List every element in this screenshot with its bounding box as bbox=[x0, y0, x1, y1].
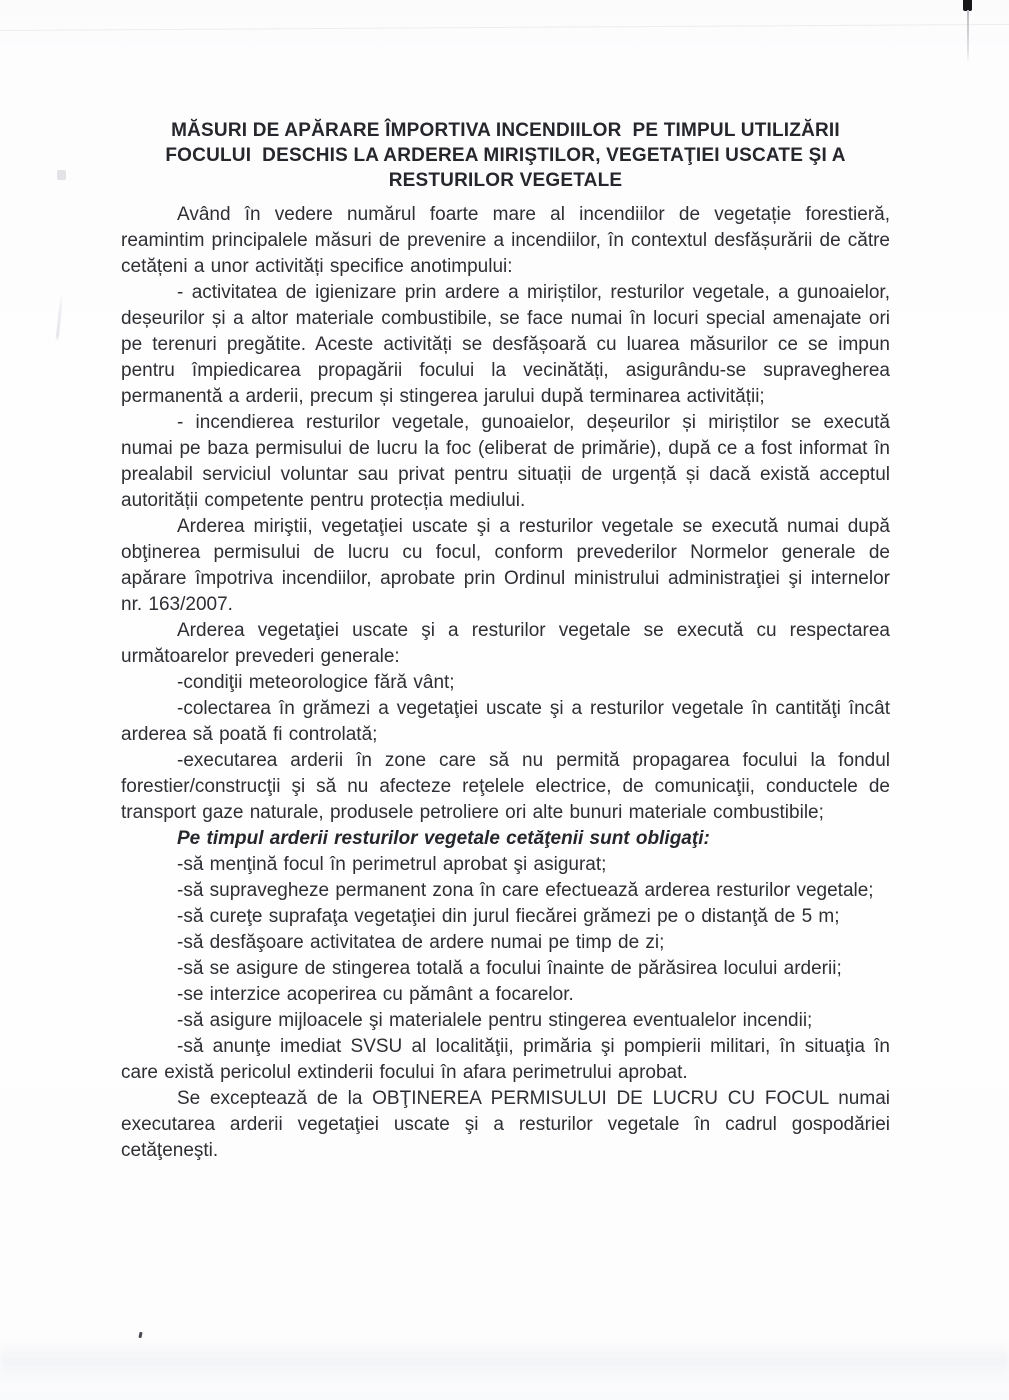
document-paragraph: Se exceptează de la OBŢINEREA PERMISULUI DE LUCRU CU FOCUL numai executarea arderii vegetaţiei uscate şi a resturilor vegetale în cadrul gospodăriei cetăţeneşti. bbox=[121, 1088, 890, 1161]
scan-vertical-streak bbox=[967, 10, 969, 62]
document-paragraph: Arderea miriştii, vegetaţiei uscate şi a resturilor vegetale se execută numai după obţinerea permisului de lucru cu focul, conform prevederilor Normelor generale de apărare împotriva incendiilor, aprobate prin Ordinul ministrului administraţiei şi internelor nr. 163/2007. bbox=[121, 516, 890, 615]
document-title-line: FOCULUI DESCHIS LA ARDEREA MIRIŞTILOR, VEGETAŢIEI USCATE ŞI A bbox=[165, 145, 846, 166]
document-paragraph: -se interzice acoperirea cu pământ a focarelor. bbox=[177, 984, 574, 1005]
document-paragraphs bbox=[121, 202, 890, 1164]
document-paragraph: -să anunţe imediat SVSU al localităţii, primăria şi pompierii militari, în situaţia în care există pericolul extinderii focului în afara perimetrului aprobat. bbox=[121, 1036, 890, 1083]
document-paragraph: Arderea vegetaţiei uscate şi a resturilor vegetale se execută cu respectarea următoarelor prevederi generale: bbox=[121, 620, 890, 667]
document-paragraph: -colectarea în grămezi a vegetaţiei uscate şi a resturilor vegetale în cantităţi încât arderea să poată fi controlată; bbox=[121, 698, 890, 745]
scan-speck bbox=[57, 170, 66, 180]
scan-speck bbox=[55, 293, 63, 341]
document-paragraph: -să se asigure de stingerea totală a focului înainte de părăsirea locului arderii; bbox=[177, 958, 842, 979]
document-paragraph: -executarea arderii în zone care să nu permită propagarea focului la fondul forestier/construcţii şi să nu afecteze reţelele electrice, de comunicaţii, conductele de transport gaze naturale, produsele petroliere ori alte bunuri materiale combustibile; bbox=[121, 750, 890, 823]
document-title bbox=[121, 118, 890, 193]
document-paragraph: - activitatea de igienizare prin ardere a miriștilor, resturilor vegetale, a gunoaielor, deșeurilor și a altor materiale combustibile, se face numai în locuri special amenajate ori pe terenuri pregătite. Aceste activități se desfășoară cu luarea măsurilor ce se impun pentru împiedicarea propagării focului la vecinătăți, asigurându-se supravegherea permanentă a arderii, precum și stingerea jarului după terminarea activității; bbox=[121, 282, 890, 407]
document-paragraph: -să supravegheze permanent zona în care efectuează arderea resturilor vegetale; bbox=[177, 880, 874, 901]
scan-bottom-shadow bbox=[0, 1340, 1009, 1385]
document-paragraph: Având în vedere numărul foarte mare al incendiilor de vegetație forestieră, reamintim principalele măsuri de prevenire a incendiilor, în contextul desfășurării de către cetățeni a unor activități specifice anotimpului: bbox=[121, 204, 890, 277]
document-paragraph: Pe timpul arderii resturilor vegetale cetăţenii sunt obligaţi: bbox=[177, 828, 710, 849]
scan-page-edge-line bbox=[0, 24, 1009, 31]
scan-speck bbox=[138, 1332, 142, 1338]
document-body bbox=[121, 118, 890, 1164]
document-paragraph: - incendierea resturilor vegetale, gunoaielor, deșeurilor și miriștilor se execută numai pe baza permisului de lucru la foc (eliberat de primărie), după ce a fost informat în prealabil serviciul voluntar sau privat pentru situații de urgență și dacă există acceptul autorității competente pentru protecția mediului. bbox=[121, 412, 890, 511]
document-paragraph: -să asigure mijloacele şi materialele pentru stingerea eventualelor incendii; bbox=[177, 1010, 813, 1031]
document-paragraph: -să cureţe suprafaţa vegetaţiei din jurul fiecărei grămezi pe o distanţă de 5 m; bbox=[177, 906, 840, 927]
document-title-line: RESTURILOR VEGETALE bbox=[388, 170, 623, 191]
document-title-line: MĂSURI DE APĂRARE ÎMPORTIVA INCENDIILOR PE TIMPUL UTILIZĂRII bbox=[171, 120, 840, 141]
document-paragraph: -condiţii meteorologice fără vânt; bbox=[177, 672, 455, 693]
document-paragraph: -să desfăşoare activitatea de ardere numai pe timp de zi; bbox=[177, 932, 665, 953]
document-paragraph: -să menţină focul în perimetrul aprobat şi asigurat; bbox=[177, 854, 607, 875]
